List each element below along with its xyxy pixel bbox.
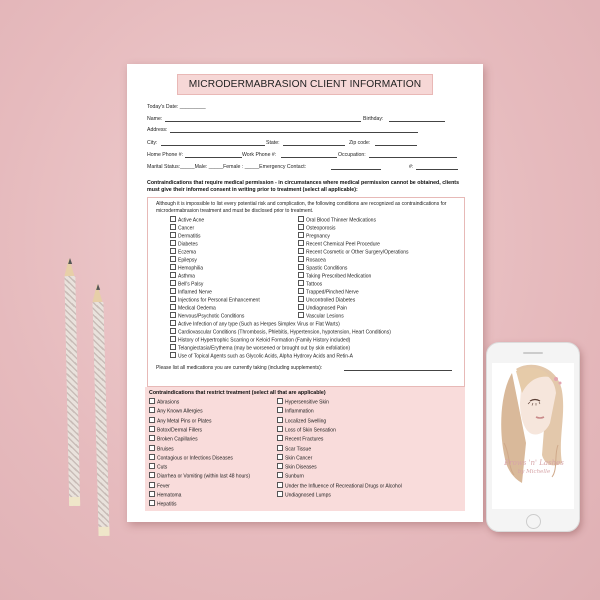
- medical-condition-label: Active Infection of any type (Such as Herpes Simplex Virus or Flat Warts): [178, 321, 340, 328]
- restrict-condition-item[interactable]: [149, 407, 203, 415]
- state-line[interactable]: [283, 145, 345, 146]
- home-button[interactable]: [526, 514, 541, 529]
- checkbox[interactable]: [298, 304, 304, 310]
- checkbox[interactable]: [170, 304, 176, 310]
- medications-prompt[interactable]: [156, 364, 322, 372]
- state-label: State:: [266, 140, 280, 146]
- medical-condition-label: Diabetes: [178, 241, 198, 248]
- checkbox[interactable]: [170, 312, 176, 318]
- work-phone-line[interactable]: [281, 157, 337, 158]
- medical-condition-label: History of Hypertrophic Scarring or Keloid Formation (Family History included): [178, 337, 351, 344]
- medical-condition-item[interactable]: [170, 232, 201, 240]
- medications-label: Please list all medications you are currently taking (including supplements):: [156, 365, 323, 371]
- medical-condition-item[interactable]: [170, 328, 391, 336]
- checkbox[interactable]: [170, 288, 176, 294]
- medical-condition-item[interactable]: [298, 312, 344, 320]
- restrict-condition-item[interactable]: [277, 435, 323, 443]
- medical-condition-item[interactable]: [170, 248, 196, 256]
- checkbox[interactable]: [170, 216, 176, 222]
- medical-condition-item[interactable]: [170, 256, 197, 264]
- city-line[interactable]: [161, 145, 265, 146]
- restrict-condition-label: Cuts: [157, 464, 168, 471]
- medical-condition-label: Bell's Palsy: [178, 281, 204, 288]
- checkbox[interactable]: [170, 280, 176, 286]
- medical-condition-label: Osteoporosis: [306, 225, 336, 232]
- woman-illustration: [492, 363, 574, 509]
- checkbox[interactable]: [277, 426, 283, 432]
- restrict-condition-label: Hypersensitive Skin: [285, 399, 329, 406]
- restrict-condition-label: Any Known Allergies: [157, 408, 203, 415]
- medical-condition-item[interactable]: [298, 240, 380, 248]
- restrict-condition-item[interactable]: [149, 491, 181, 499]
- restrict-condition-label: Inflammation: [285, 408, 314, 415]
- medical-condition-label: Medical Oedema: [178, 305, 216, 312]
- hash-line[interactable]: [416, 169, 458, 170]
- medical-condition-item[interactable]: [298, 280, 322, 288]
- checkbox[interactable]: [277, 482, 283, 488]
- checkbox[interactable]: [298, 264, 304, 270]
- medical-condition-label: Asthma: [178, 273, 195, 280]
- checkbox[interactable]: [277, 435, 283, 441]
- medical-condition-label: Spastic Conditions: [306, 265, 348, 272]
- checkbox[interactable]: [277, 472, 283, 478]
- restrict-condition-label: Broken Capillaries: [157, 436, 198, 443]
- checkbox[interactable]: [277, 445, 283, 451]
- home-phone-line[interactable]: [185, 157, 242, 158]
- medical-condition-label: Active Acne: [178, 217, 205, 224]
- checkbox[interactable]: [170, 352, 176, 358]
- brand-line-1: Brows 'n' Lashes: [504, 459, 564, 467]
- zip-line[interactable]: [375, 145, 417, 146]
- checkbox[interactable]: [298, 280, 304, 286]
- checkbox[interactable]: [149, 435, 155, 441]
- medical-condition-label: Dermatitis: [178, 233, 201, 240]
- restrict-condition-label: Fever: [157, 483, 170, 490]
- restrict-condition-item[interactable]: [277, 445, 311, 453]
- brand-line-2: by Michelle: [517, 469, 551, 475]
- restrict-condition-label: Loss of Skin Sensation: [285, 427, 336, 434]
- medical-condition-item[interactable]: [298, 272, 371, 280]
- checkbox[interactable]: [298, 296, 304, 302]
- restrict-condition-label: Scar Tissue: [285, 446, 312, 452]
- birthday-label: Birthday:: [363, 116, 384, 122]
- medical-condition-item[interactable]: [170, 304, 216, 312]
- medical-condition-label: Recent Cosmetic or Other Surgery/Operations: [306, 249, 409, 256]
- restrict-condition-item[interactable]: [149, 454, 233, 462]
- phone-screen: [492, 363, 574, 509]
- name-line[interactable]: [165, 121, 361, 122]
- restrict-condition-item[interactable]: [277, 407, 314, 415]
- restrict-condition-item[interactable]: [149, 445, 174, 453]
- medical-condition-item[interactable]: [298, 256, 326, 264]
- restrict-condition-label: Bruises: [157, 446, 174, 452]
- medical-condition-label: Eczema: [178, 249, 197, 256]
- medical-condition-item[interactable]: [298, 264, 347, 272]
- occupation-line[interactable]: [369, 157, 457, 158]
- restrict-condition-label: Hematoma: [157, 492, 182, 499]
- restrict-condition-item[interactable]: [149, 435, 198, 443]
- restrict-condition-label: Botox/Dermal Fillers: [157, 427, 203, 434]
- restrict-condition-label: Under the Influence of Recreational Drugs or Alcohol: [285, 483, 402, 490]
- smartphone: [486, 342, 580, 532]
- city-label: City:: [147, 140, 158, 146]
- medical-condition-item[interactable]: [170, 280, 203, 288]
- checkbox[interactable]: [170, 344, 176, 350]
- checkbox[interactable]: [170, 328, 176, 334]
- restrict-condition-item[interactable]: [149, 417, 211, 425]
- medical-condition-label: Trapped/Pinched Nerve: [306, 289, 359, 296]
- medical-condition-label: Nervous/Psychotic Conditions: [178, 313, 245, 320]
- checkbox[interactable]: [298, 216, 304, 222]
- restrict-condition-item[interactable]: [277, 482, 402, 490]
- birthday-line[interactable]: [389, 121, 445, 122]
- checkbox[interactable]: [170, 336, 176, 342]
- medical-condition-item[interactable]: [170, 344, 350, 352]
- checkbox[interactable]: [170, 296, 176, 302]
- checkbox[interactable]: [298, 224, 304, 230]
- checkbox[interactable]: [298, 312, 304, 318]
- checkbox[interactable]: [277, 454, 283, 460]
- medical-condition-item[interactable]: [298, 304, 347, 312]
- medical-condition-item[interactable]: [298, 296, 355, 304]
- restrict-condition-item[interactable]: [149, 482, 170, 490]
- restrict-condition-label: Sunburn: [285, 473, 304, 480]
- medical-condition-label: Telangiectasia/Erythema (may be worsened or brought out by skin exfoliation): [178, 345, 351, 352]
- checkbox[interactable]: [149, 398, 155, 404]
- checkbox[interactable]: [170, 224, 176, 230]
- restrict-condition-label: Any Metal Pins or Plates: [157, 418, 212, 425]
- checkbox[interactable]: [149, 491, 155, 497]
- medical-condition-label: Undiagnosed Pain: [306, 305, 347, 312]
- restrict-condition-item[interactable]: [277, 491, 331, 499]
- medical-condition-item[interactable]: [298, 232, 330, 240]
- restrict-condition-item[interactable]: [149, 463, 167, 471]
- medical-condition-label: Uncontrolled Diabetes: [306, 297, 356, 304]
- address-line[interactable]: [170, 132, 418, 133]
- medical-condition-item[interactable]: [298, 288, 359, 296]
- restrict-header: Contraindications that restrict treatment (select all that are applicable): [149, 390, 326, 396]
- medical-condition-label: Recent Chemical Peel Procedure: [306, 241, 380, 248]
- checkbox[interactable]: [277, 491, 283, 497]
- restrict-condition-item[interactable]: [149, 398, 179, 406]
- phone-speaker: [523, 352, 543, 354]
- medical-condition-label: Vascular Lesions: [306, 313, 344, 320]
- hash-label: #:: [409, 164, 414, 170]
- restrict-condition-item[interactable]: [277, 472, 304, 480]
- checkbox[interactable]: [170, 248, 176, 254]
- checkbox[interactable]: [149, 500, 155, 506]
- restrict-condition-label: Undiagnosed Lumps: [285, 492, 331, 499]
- checkbox[interactable]: [149, 417, 155, 423]
- restrict-condition-item[interactable]: [277, 417, 326, 425]
- restrict-treatment-section: [145, 387, 465, 511]
- form-title: MICRODERMABRASION CLIENT INFORMATION: [177, 74, 433, 95]
- medical-condition-label: Pregnancy: [306, 233, 330, 240]
- restrict-condition-label: Localized Swelling: [285, 418, 327, 425]
- date-field[interactable]: Today's Date: _________: [147, 104, 206, 110]
- medical-condition-item[interactable]: [170, 352, 353, 360]
- restrict-condition-label: Contagious or Infections Diseases: [157, 455, 233, 462]
- medical-condition-label: Cardiovascular Conditions (Thrombosis, Phlebitis, Hypertension, hypotension, Heart Conditions): [178, 329, 391, 336]
- medical-condition-item[interactable]: [170, 224, 194, 232]
- checkbox[interactable]: [277, 407, 283, 413]
- restrict-condition-item[interactable]: [277, 463, 317, 471]
- checkbox[interactable]: [170, 320, 176, 326]
- checkbox[interactable]: [298, 240, 304, 246]
- checkbox[interactable]: [149, 426, 155, 432]
- medical-intro: Although it is impossible to list every potential risk and complication, the following conditions are recognized as contraindications for microdermabrasion treatment and must be disclosed prior to treatment.: [156, 201, 447, 214]
- restrict-condition-label: Recent Fractures: [285, 436, 324, 443]
- zip-label: Zip code:: [349, 140, 371, 146]
- checkbox[interactable]: [149, 472, 155, 478]
- checkbox[interactable]: [170, 232, 176, 238]
- occupation-label: Occupation:: [338, 152, 366, 158]
- restrict-condition-item[interactable]: [149, 500, 176, 508]
- medical-condition-item[interactable]: [170, 216, 204, 224]
- checkbox[interactable]: [298, 272, 304, 278]
- checkbox[interactable]: [170, 272, 176, 278]
- checkbox[interactable]: [298, 288, 304, 294]
- medical-condition-label: Injections for Personal Enhancement: [178, 297, 260, 304]
- medical-condition-item[interactable]: [170, 320, 340, 328]
- medical-condition-item[interactable]: [170, 296, 260, 304]
- restrict-condition-item[interactable]: [149, 472, 250, 480]
- medical-condition-label: Oral Blood Thinner Medications: [306, 217, 376, 224]
- marital-status-field[interactable]: Marital Status:_____Male: _____Female : _____Emergency Contact:: [147, 164, 307, 170]
- medical-condition-label: Cancer: [178, 225, 195, 232]
- medical-condition-item[interactable]: [170, 264, 203, 272]
- medical-condition-label: Epilepsy: [178, 257, 197, 264]
- checkbox[interactable]: [298, 248, 304, 254]
- medical-contraindications-box: [147, 197, 465, 387]
- checkbox[interactable]: [149, 445, 155, 451]
- restrict-condition-item[interactable]: [277, 426, 336, 434]
- address-label: Address:: [147, 127, 168, 133]
- medical-condition-item[interactable]: [170, 272, 195, 280]
- checkbox[interactable]: [298, 232, 304, 238]
- restrict-condition-item[interactable]: [277, 454, 312, 462]
- restrict-condition-label: Skin Diseases: [285, 464, 317, 471]
- checkbox[interactable]: [277, 463, 283, 469]
- medical-condition-item[interactable]: [170, 336, 350, 344]
- name-label: Name:: [147, 116, 163, 122]
- client-form-sheet: [127, 64, 483, 522]
- medical-permission-header: Contraindications that require medical permission - in circumstances where medical permission cannot be obtained, clients must give their informed consent in writing prior to treatment (select all applicable):: [147, 180, 460, 193]
- checkbox[interactable]: [170, 240, 176, 246]
- checkbox[interactable]: [149, 463, 155, 469]
- restrict-condition-label: Diarrhea or Vomiting (within last 48 hours): [157, 473, 251, 480]
- medical-condition-label: Rosacea: [306, 257, 326, 264]
- medical-condition-item[interactable]: [298, 224, 335, 232]
- restrict-condition-label: Hepatitis: [157, 501, 177, 508]
- medical-condition-item[interactable]: [298, 248, 409, 256]
- restrict-condition-item[interactable]: [277, 398, 329, 406]
- restrict-condition-label: Abrasions: [157, 399, 180, 406]
- medications-line[interactable]: [344, 370, 452, 371]
- medical-condition-item[interactable]: [170, 288, 212, 296]
- restrict-condition-item[interactable]: [149, 426, 202, 434]
- checkbox[interactable]: [277, 417, 283, 423]
- medical-condition-label: Inflamed Nerve: [178, 289, 212, 296]
- checkbox[interactable]: [149, 407, 155, 413]
- brand-logo: [502, 459, 566, 477]
- medical-condition-label: Taking Prescribed Medication: [306, 273, 372, 280]
- restrict-condition-label: Skin Cancer: [285, 455, 313, 462]
- medical-condition-label: Use of Topical Agents such as Glycolic Acids, Alpha Hydroxy Acids and Retin-A: [178, 353, 353, 360]
- home-phone-label: Home Phone #:: [147, 152, 184, 158]
- checkbox[interactable]: [298, 256, 304, 262]
- medical-condition-item[interactable]: [170, 312, 244, 320]
- emergency-line[interactable]: [331, 169, 381, 170]
- checkbox[interactable]: [170, 256, 176, 262]
- checkbox[interactable]: [170, 264, 176, 270]
- medical-condition-item[interactable]: [170, 240, 198, 248]
- checkbox[interactable]: [149, 482, 155, 488]
- medical-condition-item[interactable]: [298, 216, 376, 224]
- medical-condition-label: Hemophilia: [178, 265, 204, 272]
- work-phone-label: Work Phone #:: [242, 152, 277, 158]
- medical-condition-label: Tattoos: [306, 281, 323, 288]
- checkbox[interactable]: [277, 398, 283, 404]
- checkbox[interactable]: [149, 454, 155, 460]
